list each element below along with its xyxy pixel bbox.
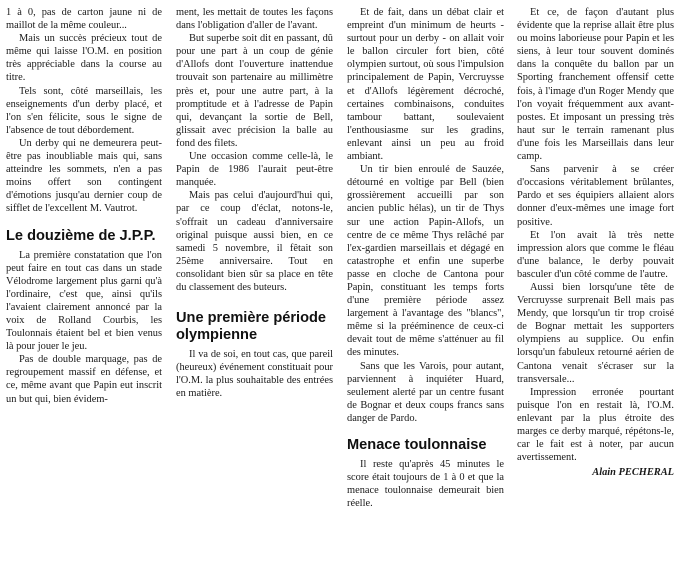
article-paragraph: Un tir bien enroulé de Sauzée, détourné en voltige par Bell (bien grossièrement accueilli par son ancien public hélas), un tir de Thys sur une action Papin-Allofs, un centre de ce même Thys relâché par l'ex-gardien marseillais et dégagé en catastrophe et enfin une superbe passe en cloche de Cantona pour Papin, constituant les temps forts d'une première période assez largement à l'avantage des "blancs", même si la prééminence de ceux-ci devait tout de même s'atténuer au fil des minutes. xyxy=(347,164,504,359)
article-paragraph: Et ce, de façon d'autant plus évidente que la reprise allait être plus ou moins laborieuse pour Papin et les siens, à leur tour souvent dominés dans la conquête du ballon par un Sporting franchement offensif cette fois, à l'image d'un Roger Mendy que l'on voyait fréquemment aux avant-postes. Et imposant un pressing très haut sur le terrain ramenant plus d'une fois les Marseillais dans leur camp. xyxy=(517,7,674,163)
article-column-1 xyxy=(6,6,162,406)
section-heading: Le douzième de J.P.P. xyxy=(6,227,156,244)
article-paragraph: Mais pas celui d'aujourd'hui qui, par ce coup d'éclat, notons-le, s'offrait un cadeau d'anniversaire original puisque aussi bien, en ce samedi 5 novembre, il fêtait son 25ème anniversaire. Tout en consolidant bien sûr sa place en tête du classement des buteurs. xyxy=(176,190,333,293)
article-paragraph: Et de fait, dans un débat clair et empreint d'un minimum de heurts - surtout pour un derby - on allait voir le ballon circuler fort bien, côté olympien surtout, où sous l'impulsion principalement de Papin, Vercruysse et d'Allofs légèrement décroché, certaines combinaisons, conduites tambour battant, soulevaient l'enthousiasme sur les gradins, enlevant ainsi un peu au froid ambiant. xyxy=(347,7,504,163)
article-paragraph: Aussi bien lorsqu'une tête de Vercruysse surprenait Bell mais pas Mendy, que lorsqu'un tir trop croisé de Bognar mettait les supporters olympiens au supplice. Ou enfin lorsqu'un fabuleux retourné aérien de Cantona venait s'écraser sur la transversale... xyxy=(517,281,674,385)
article-paragraph: Et l'on avait là très nette impression alors que comme le fléau d'une balance, le derby pouvait basculer d'un côté comme de l'autre. xyxy=(517,229,674,280)
article-paragraph: ment, les mettait de toutes les façons dans l'obligation d'aller de l'avant. xyxy=(176,7,333,32)
article-paragraph: Impression erronée pourtant puisque l'on en restait là, l'O.M. enlevant par la plus étroite des marges ce derby marqué, répétons-le, car le fait est à noter, par aucun avertissement. xyxy=(517,386,674,464)
article-paragraph: But superbe soit dit en passant, dû pour une part à un coup de génie d'Allofs dont l'ouverture inattendue trouvait son partenaire au millimètre près et, pour une autre part, à la promptitude et à l'adresse de Papin qui, devançant la sortie de Bell, glissait avec précision la balle au fond des filets. xyxy=(176,33,333,149)
section-heading: Menace toulonnaise xyxy=(347,437,487,453)
article-paragraph: La première constatation que l'on peut faire en tout cas dans un stade Vélodrome largement plus garni qu'à l'ordinaire, c'est que, ainsi qu'ils l'avaient clairement annoncé par la voix de Rolland Courbis, les Toulonnais étaient bel et bien venus là pour jouer le jeu. xyxy=(6,249,162,353)
article-paragraph: Sans parvenir à se créer d'occasions véritablement brûlantes, Pardo et ses équipiers allaient alors donner d'eux-mêmes une image fort positive. xyxy=(517,164,674,228)
article-paragraph: Un derby qui ne demeurera peut-être pas inoubliable mais qui, sans atteindre les sommets, n'en a pas moins offert son contingent d'émotions jusqu'au dernier coup de sifflet de l'excellent M. Vautrot. xyxy=(6,137,162,215)
section-heading: Une première période olympienne xyxy=(176,310,327,344)
article-column-4 xyxy=(517,6,674,479)
article-column-3 xyxy=(347,6,504,510)
article-paragraph: Il va de soi, en tout cas, que pareil (heureux) événement constituait pour l'O.M. la plus souhaitable des entrées en matière. xyxy=(176,349,333,400)
article-paragraph: Sans que les Varois, pour autant, parviennent à inquiéter Huard, seulement alerté par un centre fusant de Bognar et deux coups francs sans danger de Pardo. xyxy=(347,360,504,424)
article-column-2 xyxy=(176,6,333,400)
article-paragraph: Mais un succès précieux tout de même qui laisse l'O.M. en position très appréciable dans la course au titre. xyxy=(6,33,162,84)
article-paragraph: Il reste qu'après 45 minutes le score était toujours de 1 à 0 et que la menace toulonnaise demeurait bien réelle. xyxy=(347,459,504,510)
article-paragraph: 1 à 0, pas de carton jaune ni de maillot de la même couleur... xyxy=(6,7,162,32)
author-signature: Alain PECHERAL xyxy=(592,467,674,479)
article-paragraph: Une occasion comme celle-là, le Papin de 1986 l'aurait peut-être manquée. xyxy=(176,151,333,189)
article-paragraph: Tels sont, côté marseillais, les enseignements d'un derby placé, et l'on s'en félicite, sous le signe de l'absence de tout débordement. xyxy=(6,85,162,136)
article-paragraph: Pas de double marquage, pas de regroupement massif en défense, et ce, même avant que Papin eut inscrit un but qui, bien évidem- xyxy=(6,354,162,405)
